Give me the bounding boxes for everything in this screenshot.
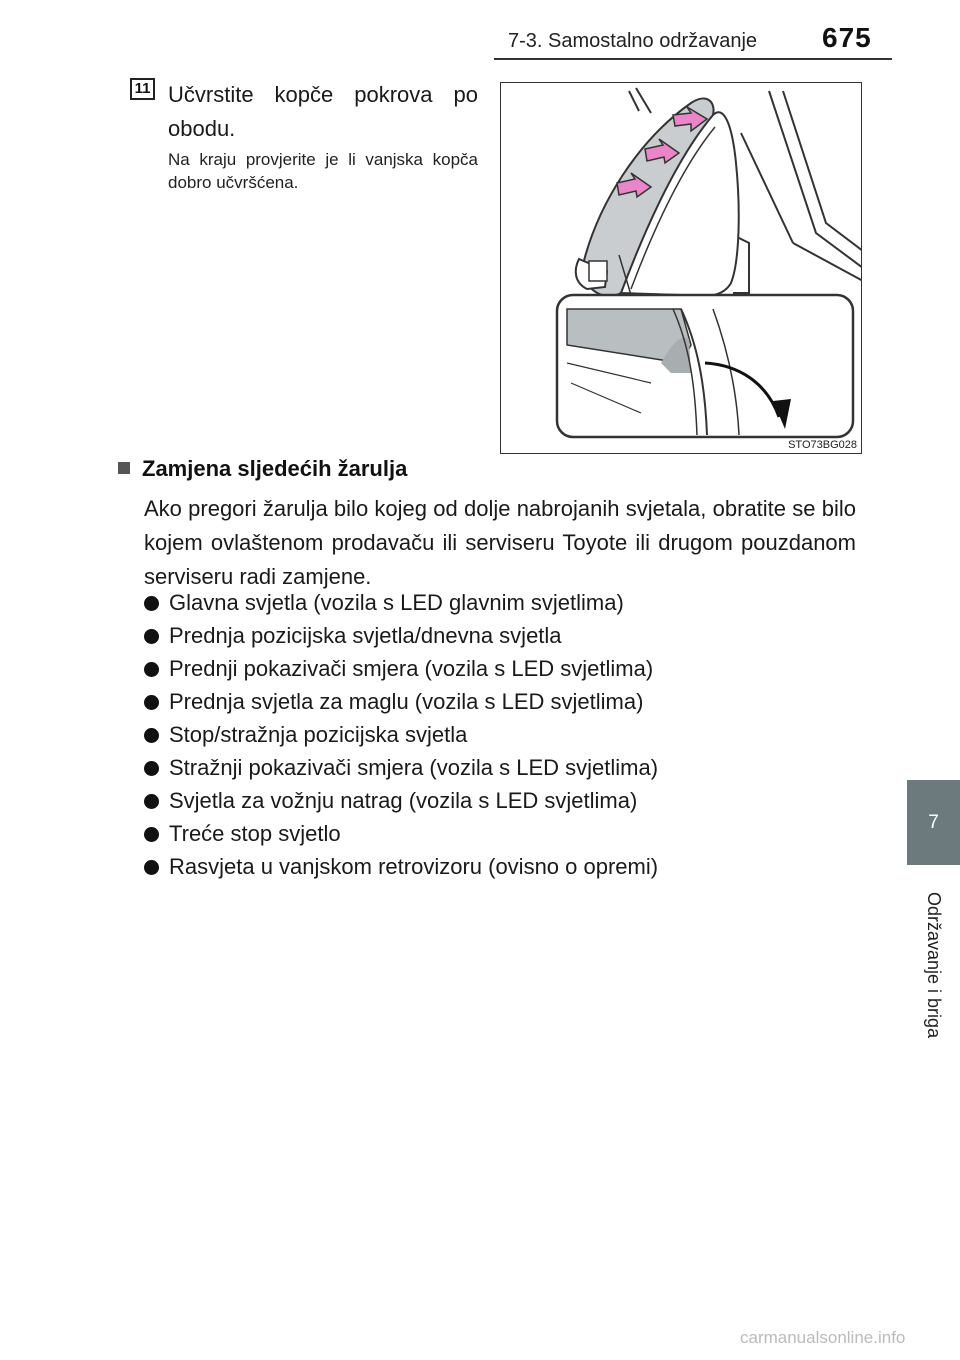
bullet-dot-icon xyxy=(144,794,159,809)
list-item: Prednja pozicijska svjetla/dnevna svjetla xyxy=(144,619,864,652)
bullet-dot-icon xyxy=(144,728,159,743)
list-item: Svjetla za vožnju natrag (vozila s LED svjetlima) xyxy=(144,784,864,817)
header-rule xyxy=(494,58,892,60)
list-item: Stop/stražnja pozicijska svjetla xyxy=(144,718,864,751)
bullet-dot-icon xyxy=(144,827,159,842)
list-item: Glavna svjetla (vozila s LED glavnim svjetlima) xyxy=(144,586,864,619)
mirror-illustration-svg xyxy=(501,83,862,454)
chapter-title: Održavanje i briga xyxy=(924,891,944,1039)
step-note: Na kraju provjerite je li vanjska kopča dobro učvršćena. xyxy=(168,150,478,192)
list-item: Treće stop svjetlo xyxy=(144,817,864,850)
chapter-number: 7 xyxy=(928,811,939,833)
section-heading-text: Zamjena sljedećih žarulja xyxy=(142,456,408,481)
bullet-dot-icon xyxy=(144,860,159,875)
section-paragraph: Ako pregori žarulja bilo kojeg od dolje nabrojanih svjetala, obratite se bilo kojem ovlaštenom prodavaču ili serviseru Toyote ili drugom pouzdanom serviseru radi zamjene. xyxy=(144,496,856,589)
list-item: Prednja svjetla za maglu (vozila s LED svjetlima) xyxy=(144,685,864,718)
step-instruction: Učvrstite kopče pokrova po obodu. xyxy=(168,82,478,141)
list-item: Prednji pokazivači smjera (vozila s LED svjetlima) xyxy=(144,652,864,685)
bullet-dot-icon xyxy=(144,761,159,776)
bullet-dot-icon xyxy=(144,695,159,710)
list-item: Rasvjeta u vanjskom retrovizoru (ovisno o opremi) xyxy=(144,850,864,883)
mirror-cover-illustration xyxy=(500,82,862,454)
bullet-dot-icon xyxy=(144,662,159,677)
square-bullet-icon xyxy=(118,462,130,474)
watermark: carmanualsonline.info xyxy=(740,1328,906,1347)
chapter-tab[interactable] xyxy=(907,780,960,865)
bullet-dot-icon xyxy=(144,629,159,644)
figure-code: STO73BG028 xyxy=(788,439,857,451)
bullet-dot-icon xyxy=(144,596,159,611)
step-number-badge: 11 xyxy=(130,78,155,100)
page-number: 675 xyxy=(822,22,872,53)
bulb-list xyxy=(144,586,864,883)
section-heading xyxy=(118,456,407,482)
chapter-title-vertical xyxy=(907,875,960,1055)
list-item: Stražnji pokazivači smjera (vozila s LED svjetlima) xyxy=(144,751,864,784)
header-section-title: 7-3. Samostalno održavanje xyxy=(508,30,758,52)
